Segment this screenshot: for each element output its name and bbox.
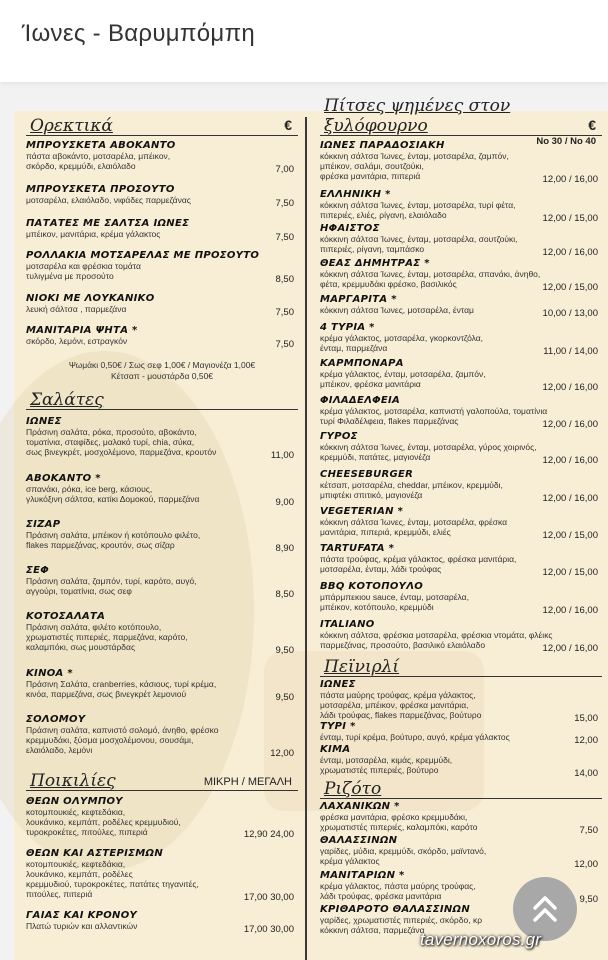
item-desc: μπέικον, μανιτάρια, κρέμα γάλακτος	[26, 229, 161, 239]
item-price: 12,00 / 15,00	[542, 282, 598, 293]
item-desc: Πράσινη σαλάτα, ρόκα, προσούτο, αβοκάντο,	[26, 427, 197, 437]
item-desc: κόκκινη σάλτσα Ίωνες, ένταμ, μοτσαρέλα, ζαμπόν,	[320, 151, 509, 161]
item-desc: λουκάνικο, κεμπάπ, ροδέλες κρεμμυδιού,	[26, 817, 181, 827]
item-price: 9,50	[579, 894, 598, 905]
menu-item	[26, 848, 298, 903]
item-name: VEGETERIAN *	[320, 506, 404, 517]
item-price: 12,00 / 16,00	[542, 174, 598, 185]
item-desc: μοτσαρέλα, μπέικον, φρέσκα μανιτάρια,	[320, 700, 469, 710]
menu-item	[26, 796, 298, 840]
menu-item	[320, 189, 602, 224]
item-name: ΓΑΙΑΣ ΚΑΙ ΚΡΟΝΟΥ	[26, 910, 138, 921]
section-rizoto	[320, 776, 602, 799]
menu-item	[26, 325, 298, 350]
menu-item	[26, 184, 298, 209]
item-price: 12,00 / 15,00	[542, 530, 598, 541]
section-peinirli	[320, 654, 602, 677]
menu-item	[26, 611, 298, 656]
menu-image	[14, 96, 608, 960]
item-price: 12,00 / 16,00	[542, 247, 598, 258]
item-price: 9,50	[275, 692, 294, 703]
item-desc: φέτα, κρεμμυδάκι φρέσκο, βασιλικός	[320, 279, 457, 289]
item-desc: κέτσαπ, μοτσαρέλα, cheddar, μπέικον, κρεμμύδι,	[320, 480, 503, 490]
item-name: ΙΩΝΕΣ	[320, 679, 356, 690]
menu-item	[320, 506, 602, 541]
item-desc: πάστα τρούφας, κρέμα γάλακτος, φρέσκα μανιτάρια,	[320, 554, 517, 564]
section-poikilies	[26, 768, 298, 791]
item-desc: χρωματιστές πιπεριές, καλαμπόκι, καρότο	[320, 822, 478, 832]
item-desc: σπανάκι, ρόκα, ice berg, κάσιους,	[26, 484, 153, 494]
item-desc: Πράσινη σαλάτα, ζαμπόν, τυρί, καρότο, αυγό,	[26, 576, 197, 586]
section-title: Ποικιλίες	[30, 771, 116, 791]
item-name: ΑΒΟΚΑΝΤΟ *	[26, 473, 101, 484]
item-price: 7,50	[275, 307, 294, 318]
item-price: 11,00	[270, 450, 294, 461]
item-desc: τυρί Φιλαδέλφεια, flakes παρμεζάνας	[320, 416, 459, 426]
section-title: Ριζότο	[324, 779, 382, 799]
item-desc: κοτομπουκιές, κεφτεδάκια,	[26, 859, 126, 869]
item-price: 7,50	[275, 339, 294, 350]
item-desc: κόκκινη σάλτσα Ίωνες, μοτσαρέλα, ένταμ	[320, 305, 474, 315]
item-desc: ένταμ, παρμεζάνα	[320, 343, 388, 353]
item-desc: κρέμα γάλακτος, μοτσαρέλα, καπνιστή γαλοπούλα, τοματίνια	[320, 406, 548, 416]
section-title: Πίτσες ψημένες στον ξυλόφουρνο	[324, 96, 511, 136]
item-desc: σκόρδο, κρεμμύδι, ελαιόλαδο	[26, 161, 136, 171]
menu-item	[26, 519, 298, 554]
menu-item	[320, 801, 602, 836]
size-label: No 30 / No 40	[536, 136, 596, 147]
item-desc: ελαιόλαδο, λεμόνι	[26, 745, 93, 755]
currency-label: €	[284, 117, 292, 133]
item-desc: κόκκινη σάλτσα Ίωνες, ένταμ, μοτσαρέλα, φρέσκα	[320, 517, 508, 527]
item-name: ΚΡΙΘΑΡΟΤΟ ΘΑΛΑΣΣΙΝΩΝ	[320, 904, 471, 915]
item-name: ΕΛΛΗΝΙΚΗ *	[320, 189, 391, 200]
item-price: 9,00	[275, 497, 294, 508]
menu-item	[320, 322, 602, 357]
item-price: 12,00	[270, 748, 294, 759]
item-name: ΡΟΛΛΑΚΙΑ ΜΟΤΣΑΡΕΛΑΣ ΜΕ ΠΡΟΣΟΥΤΟ	[26, 250, 260, 261]
item-price: 12,00 / 16,00	[542, 605, 598, 616]
menu-item	[320, 294, 602, 319]
page-header	[0, 0, 608, 82]
menu-item	[26, 668, 298, 703]
item-desc: μπάρμπεκιου sauce, ένταμ, μοτσαρέλα,	[320, 592, 469, 602]
menu-item	[26, 416, 298, 461]
item-name: CHEESEBURGER	[320, 469, 414, 480]
item-desc: κρέμα γάλακτος, μοτσαρέλα, γκορκοντζόλα,	[320, 333, 484, 343]
item-name: ΣΙΖΑΡ	[26, 519, 61, 530]
left-column	[26, 111, 298, 960]
item-desc: κόκκινη σάλτσα, παρμεζάνα	[320, 925, 425, 935]
item-price: 12,00	[574, 859, 598, 870]
item-desc: πιπεριές, ελιές, ρίγανη, ελαιόλαδο	[320, 210, 447, 220]
item-price: 8,90	[275, 543, 294, 554]
item-price: 12,00 / 16,00	[542, 382, 598, 393]
item-price: 12,00 / 16,00	[542, 493, 598, 504]
item-desc: μανιτάρια, πιπεριά, κρεμμύδι, ελιές	[320, 527, 451, 537]
item-desc: μπιφτέκι σπιτικό, μαγιονέζα	[320, 490, 423, 500]
item-name: TARTUFATA *	[320, 543, 395, 554]
menu-item	[320, 358, 602, 393]
item-desc: τοματίνια, σταφίδες, μαλακό τυρί, chia, σύκα,	[26, 437, 195, 447]
item-desc: λουκάνικο, κεμπάπ, ροδέλες	[26, 869, 133, 879]
section-orektika	[26, 113, 298, 136]
item-name: ΓΥΡΟΣ	[320, 431, 358, 442]
item-desc: μπέικον, κοτόπουλο, κρεμμύδι	[320, 602, 434, 612]
item-name: ITALIANO	[320, 619, 375, 630]
note-line: Κέτσαπ - μουστάρδα 0,50€	[110, 371, 214, 381]
item-desc: μοτσαρέλα, ένταμ, λάδι τρούφας	[320, 564, 442, 574]
item-desc: κρέμα γάλακτος, ένταμ, μοτσαρέλα, ζαμπόν,	[320, 369, 486, 379]
item-desc: κόκκινη σάλτσα Ίωνες, ένταμ, μοτσαρέλα, σουτζούκι,	[320, 234, 518, 244]
item-desc: κρεμμύδι, πατάτες, μαγιονέζα	[320, 452, 431, 462]
item-desc: Πράσινη Σαλάτα, cranberries, κάσιους, τυρί κρέμα,	[26, 679, 217, 689]
item-desc: παρμεζάνας, προσούτο, βασιλικό ελαιόλαδο	[320, 640, 486, 650]
menu-item	[26, 565, 298, 600]
item-desc: τυροκροκέτες, πιτούλες, πιπεριά	[26, 827, 148, 837]
item-desc: κρεμμυδάκι, ξύσμα μοσχολέμονου, σουσάμι,	[26, 735, 194, 745]
menu-item	[26, 473, 298, 508]
watermark: tavernoxoros.gr	[420, 930, 542, 949]
item-price: 7,50	[275, 198, 294, 209]
menu-item	[26, 140, 298, 175]
item-desc: σκόρδο, λεμόνι, εστραγκόν	[26, 336, 128, 346]
item-name: ΜΑΝΙΤΑΡΙΩΝ *	[320, 870, 405, 881]
item-price: 12,00	[574, 735, 598, 746]
item-desc: μοτσαρέλα, ελαιόλαδο, νιφάδες παρμεζάνας	[26, 195, 191, 205]
menu-item	[26, 714, 298, 759]
item-name: ΘΕΑΣ ΔΗΜΗΤΡΑΣ *	[320, 258, 430, 269]
item-desc: πάστα αβοκάντο, μοτσαρέλα, μπέικον,	[26, 151, 171, 161]
section-title: Πεϊνιρλί	[324, 657, 400, 677]
item-desc: κρεμμυδιού, τυροκροκέτες, πατάτες τηγανιτές,	[26, 879, 199, 889]
menu-item	[320, 721, 602, 746]
menu-item	[26, 293, 298, 318]
menu-item	[320, 543, 602, 578]
item-desc: φρέσκα μανιτάρια, πιπεριά	[320, 171, 421, 181]
item-desc: τυλιγμένα με προσούτο	[26, 271, 114, 281]
item-desc: flakes παρμεζάνας, κρουτόν, σως σίζαρ	[26, 540, 175, 550]
item-price: 12,90 24,00	[243, 829, 294, 840]
item-price: 14,00	[574, 768, 598, 779]
item-name: ΜΠΡΟΥΣΚΕΤΑ ΠΡΟΣΟΥΤΟ	[26, 184, 175, 195]
item-desc: λευκή σάλτσα , παρμεζάνα	[26, 304, 127, 314]
item-price: 12,00 / 15,00	[542, 567, 598, 578]
item-desc: Πράσινη σαλάτα, μπέικον ή κοτόπουλο φιλέτο,	[26, 530, 201, 540]
item-name: ΙΩΝΕΣ ΠΑΡΑΔΟΣΙΑΚΗ	[320, 140, 445, 151]
page-title: Ίωνες - Βαρυμπόμπη	[22, 20, 256, 47]
menu-item	[320, 744, 602, 779]
item-desc: γαρίδες, χρωματιστές πιπεριές, σκόρδο, κρ	[320, 915, 483, 925]
menu-item	[26, 250, 298, 285]
item-name: ΚΙΝΟΑ *	[26, 668, 73, 679]
item-price: 12,00 / 16,00	[542, 455, 598, 466]
item-price: 12,00 / 16,00	[542, 643, 598, 654]
item-name: 4 ΤΥΡΙΑ *	[320, 322, 375, 333]
item-name: ΦΙΛΑΔΕΛΦΕΙΑ	[320, 395, 401, 406]
section-pitses	[320, 96, 602, 136]
column-divider	[305, 117, 307, 960]
item-price: 8,50	[275, 274, 294, 285]
item-desc: κρέμα γάλακτος, πάστα μαύρης τρούφας,	[320, 881, 476, 891]
item-desc: μπέικον, φρέσκα μανιτάρια	[320, 379, 421, 389]
item-price: 10,00 / 13,00	[542, 308, 598, 319]
item-name: ΝΙΟΚΙ ΜΕ ΛΟΥΚΑΝΙΚΟ	[26, 293, 155, 304]
menu-item	[320, 140, 602, 185]
item-desc: γαρίδες, μύδια, κρεμμύδι, σκόρδο, μαϊντανό,	[320, 846, 487, 856]
item-name: ΙΩΝΕΣ	[26, 416, 62, 427]
item-desc: καλαμπόκι, σως μουστάρδας	[26, 642, 136, 652]
item-name: ΤΥΡΙ *	[320, 721, 356, 732]
item-desc: κινόα, παρμεζάνα, σως βινεγκρέτ λεμονιού	[26, 689, 187, 699]
item-name: ΘΑΛΑΣΣΙΝΩΝ	[320, 835, 398, 846]
item-desc: μοτσαρέλα και φρέσκια τομάτα	[26, 261, 141, 271]
extras-note	[26, 360, 298, 382]
item-desc: λάδι τρούφας, φρέσκα μανιτάρια	[320, 891, 442, 901]
item-desc: ένταμ, τυρί κρέμα, βούτυρο, αυγό, κρέμα γάλακτος	[320, 732, 510, 742]
right-column	[320, 96, 602, 960]
item-name: ΣΕΦ	[26, 565, 50, 576]
item-desc: φρέσκα μανιτάρια, φρέσκο κρεμμυδάκι,	[320, 812, 468, 822]
item-name: ΚΑΡΜΠΟΝΑΡΑ	[320, 358, 404, 369]
menu-item	[320, 835, 602, 870]
section-salates	[26, 387, 298, 410]
item-desc: πιπεριές, ρίγανη, ταμπάσκο	[320, 244, 425, 254]
item-price: 12,00 / 15,00	[542, 213, 598, 224]
item-desc: ένταμ, μοτσαρέλα, κιμάς, κρεμμύδι,	[320, 755, 453, 765]
item-name: ΚΟΤΟΣΑΛΑΤΑ	[26, 611, 106, 622]
item-desc: λάδι τρούφας, flakes παρμεζάνας, βούτυρο	[320, 710, 482, 720]
currency-label: €	[588, 117, 596, 133]
item-desc: Πλατώ τυριών και αλλαντικών	[26, 921, 138, 931]
item-desc: κόκκινη σάλτσα, φρέσκια μοτσαρέλα, φρέσκια ντομάτα, φλέικς	[320, 630, 553, 640]
item-desc: αγγούρι, τοματίνια, σως σεφ	[26, 586, 132, 596]
item-desc: κόκκινη σάλτσα Ίωνες, ένταμ, μοτσαρέλα, σπανάκι, άνηθο,	[320, 269, 541, 279]
item-name: BBQ ΚΟΤΟΠΟΥΛΟ	[320, 581, 424, 592]
menu-item	[26, 910, 298, 935]
menu-item	[320, 223, 602, 258]
menu-item	[320, 619, 602, 654]
item-desc: χρωματιστές πιπεριές, βούτυρο	[320, 765, 439, 775]
item-price: 9,50	[275, 645, 294, 656]
item-desc: πάστα μαύρης τρούφας, κρέμα γάλακτος,	[320, 690, 476, 700]
item-desc: πιτούλες, πιπεριά	[26, 889, 93, 899]
double-chevron-up-icon	[532, 894, 558, 924]
item-desc: μπέικον, σαλάμι, σουτζούκι,	[320, 161, 424, 171]
item-price: 15,00	[574, 713, 598, 724]
item-desc: κρέμα γάλακτος	[320, 856, 380, 866]
section-title: Ορεκτικά	[30, 116, 113, 136]
item-name: ΜΑΡΓΑΡΙΤΑ *	[320, 294, 397, 305]
menu-item	[320, 431, 602, 466]
section-title: Σαλάτες	[30, 390, 104, 410]
item-name: ΘΕΩΝ ΚΑΙ ΑΣΤΕΡΙΣΜΩΝ	[26, 848, 163, 859]
item-desc: Πράσινη σαλάτα, καπνιστό σολομό, άνηθο, φρέσκο	[26, 725, 219, 735]
item-price: 17,00 30,00	[243, 892, 294, 903]
menu-item	[320, 258, 602, 293]
item-name: ΘΕΩΝ ΟΛΥΜΠΟΥ	[26, 796, 123, 807]
item-desc: σως βινεγκρέτ, μοσχολέμονο, παρμεζάνα, κρουτόν	[26, 447, 217, 457]
item-desc: κόκκινη σάλτσα Ίωνες, ένταμ, μοτσαρέλα, τυρί φέτα,	[320, 200, 516, 210]
item-name: ΣΟΛΟΜΟΥ	[26, 714, 86, 725]
item-name: ΚΙΜΑ	[320, 744, 351, 755]
item-name: ΛΑΧΑΝΙΚΩΝ *	[320, 801, 400, 812]
item-price: 17,00 30,00	[243, 924, 294, 935]
item-desc: γλυκόξινη σάλτσα, κατίκι Δομοκού, παρμεζάνα	[26, 494, 200, 504]
item-price: 7,00	[275, 164, 294, 175]
item-price: 12,00 / 16,00	[542, 419, 598, 430]
menu-item	[320, 469, 602, 504]
item-name: ΠΑΤΑΤΕΣ ΜΕ ΣΑΛΤΣΑ ΙΩΝΕΣ	[26, 218, 190, 229]
size-label: ΜΙΚΡΗ / ΜΕΓΑΛΗ	[203, 776, 292, 788]
item-price: 7,50	[275, 232, 294, 243]
item-name: ΗΦΑΙΣΤΟΣ	[320, 223, 380, 234]
item-desc: κόκκινη σάλτσα Ίωνες, ένταμ, μοτσαρέλα, γύρος χοιρινός,	[320, 442, 537, 452]
note-line: Ψωμάκι 0,50€ / Σως σεφ 1,00€ / Μαγιονέζα 1,00€	[68, 360, 256, 370]
item-price: 7,50	[579, 825, 598, 836]
item-price: 11,00 / 14,00	[543, 346, 598, 357]
item-name: ΜΑΝΙΤΑΡΙΑ ΨΗΤΑ *	[26, 325, 138, 336]
item-name: ΜΠΡΟΥΣΚΕΤΑ ΑΒΟΚΑΝΤΟ	[26, 140, 176, 151]
item-desc: κοτομπουκιές, κεφτεδάκια,	[26, 807, 126, 817]
menu-item	[320, 581, 602, 616]
item-price: 8,50	[275, 589, 294, 600]
item-desc: χρωματιστές πιπεριές, παρμεζάνα, καρότο,	[26, 632, 188, 642]
item-desc: Πράσινη σαλάτα, φιλέτο κοτόπουλο,	[26, 622, 162, 632]
menu-item	[26, 218, 298, 243]
menu-item	[320, 679, 602, 724]
menu-item	[320, 395, 602, 430]
